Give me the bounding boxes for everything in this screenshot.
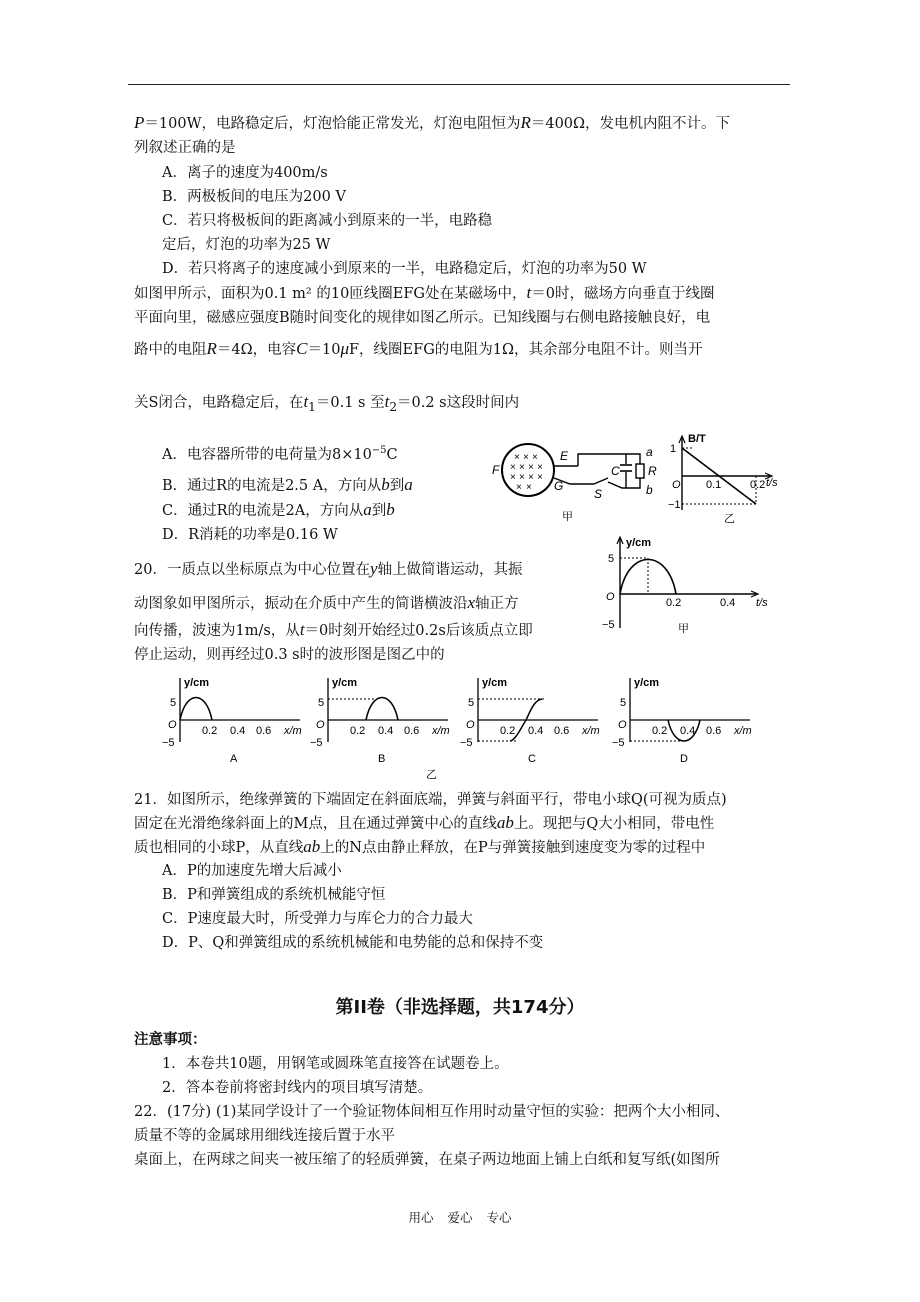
cross: ×	[528, 472, 534, 483]
tick-5: 5	[170, 697, 177, 709]
q21-line-3: 质也相同的小球P，从直线ab上的N点由静止释放，在P与弹簧接触到速度变为零的过程中	[134, 837, 706, 856]
q20-line-4: 停止运动，则再经过0.3 s时的波形图是图乙中的	[134, 647, 445, 663]
tick-0.2: 0.2	[652, 725, 668, 737]
origin: O	[672, 479, 681, 491]
cross: ×	[519, 462, 525, 473]
q19-line-4: 关S闭合，电路稳定后，在$t_1=0.1$ s 至$t_2=0.2$ s这段时间内	[134, 392, 520, 414]
q19-line-3: 路中的电阻R＝4Ω，电容C＝10μF，线圈EFG的电阻为1Ω，其余部分电阻不计。则当开	[134, 339, 703, 358]
tick-minus-5: −5	[602, 619, 615, 631]
header-rule	[128, 84, 790, 85]
q21-line-1: 21．如图所示，绝缘弹簧的下端固定在斜面底端，弹簧与斜面平行，带电小球Q(可视为质点)	[134, 792, 727, 808]
page-footer: 用心 爱心 专心	[408, 1210, 512, 1225]
x-label: x/m	[284, 725, 302, 737]
tick-0.4: 0.4	[378, 725, 394, 737]
switch-blade	[594, 478, 608, 484]
origin: O	[606, 591, 615, 603]
notice-item-1: 1．本卷共10题，用钢笔或圆珠笔直接答在试题卷上。	[162, 1056, 509, 1072]
origin: O	[466, 719, 475, 731]
x-label: x/m	[582, 725, 600, 737]
x-label: x/m	[734, 725, 752, 737]
section-title: 第II卷（非选择题，共174分）	[335, 997, 585, 1018]
y-label: y/cm	[634, 677, 660, 689]
q20-line-3: 向传播，波速为1m/s，从t＝0时刻开始经过0.2s后该质点立即	[134, 620, 533, 639]
tick-0.2: 0.2	[350, 725, 366, 737]
cross: ×	[510, 462, 516, 473]
option-graph-a	[162, 677, 302, 765]
tick-0.2: 0.2	[202, 725, 218, 737]
notice-item-2: 2．答本卷前将密封线内的项目填写清楚。	[162, 1080, 433, 1096]
q21-option-d: D．P、Q和弹簧组成的系统机械能和电势能的总和保持不变	[162, 935, 544, 951]
x-label: x/m	[432, 725, 450, 737]
q18-option-c: C．若只将极板间的距离减小到原来的一半，电路稳	[162, 213, 493, 229]
cross: ×	[523, 452, 529, 463]
cross: ×	[510, 472, 516, 483]
wave-a	[180, 698, 212, 721]
y-label: y/cm	[184, 677, 210, 689]
q20-line-1: 20．一质点以坐标原点为中心位置在y轴上做简谐运动，其振	[134, 559, 523, 578]
tick-minus-5: −5	[612, 737, 625, 749]
cross: ×	[516, 482, 522, 493]
q21-option-c: C．P速度最大时，所受弹力与库仑力的合力最大	[162, 911, 473, 927]
cross: ×	[537, 462, 543, 473]
q18-option-a: A．离子的速度为400m/s	[162, 165, 328, 181]
q19-option-b: B．通过R的电流是2.5 A，方向从b到a	[162, 475, 413, 494]
x-label: t/s	[756, 597, 768, 609]
q18-option-c-cont: 定后，灯泡的功率为25 W	[162, 237, 331, 253]
tick-0.6: 0.6	[554, 725, 570, 737]
option-label-d: D	[680, 753, 688, 765]
fig19-jia-circuit	[490, 438, 670, 526]
option-label-b: B	[378, 753, 386, 765]
oscillation-curve	[620, 560, 676, 595]
option-graph-d	[612, 677, 752, 765]
label-b: b	[646, 483, 653, 497]
notice-heading: 注意事项：	[134, 1032, 207, 1048]
option-graph-b	[310, 677, 450, 781]
y-label: B/T	[688, 433, 706, 445]
field-crosses	[510, 452, 543, 493]
q18-option-d: D．若只将离子的速度减小到原来的一半，电路稳定后，灯泡的功率为50 W	[162, 261, 647, 277]
tick-0.4: 0.4	[680, 725, 696, 737]
option-label-a: A	[230, 753, 238, 765]
tick-0.6: 0.6	[256, 725, 272, 737]
label-s: S	[594, 487, 603, 501]
label-a: a	[646, 445, 653, 459]
y-label: y/cm	[482, 677, 508, 689]
q22-line-1: 22．(17分) (1)某同学设计了一个验证物体间相互作用时动量守恒的实验：把两个大小相同、	[134, 1104, 730, 1120]
fig20-yi-options	[160, 672, 770, 780]
tick-5: 5	[468, 697, 475, 709]
tick-0.6: 0.6	[404, 725, 420, 737]
tick-0.2: 0.2	[750, 479, 766, 491]
q20-line-2: 动图象如甲图所示，振动在介质中产生的简谐横波沿x轴正方	[134, 593, 519, 612]
tick-minus-5: −5	[460, 737, 473, 749]
tick-1: 1	[670, 443, 677, 455]
origin: O	[316, 719, 325, 731]
cross: ×	[526, 482, 532, 493]
q21-line-2: 固定在光滑绝缘斜面上的M点，且在通过弹簧中心的直线ab上。现把与Q大小相同，带电性	[134, 813, 715, 832]
tick-0.1: 0.1	[706, 479, 722, 491]
q21-option-a: A．P的加速度先增大后减小	[162, 863, 342, 879]
label-e: E	[560, 449, 569, 463]
tick-0.4: 0.4	[528, 725, 544, 737]
cross: ×	[537, 472, 543, 483]
q19-option-c: C．通过R的电流是2A，方向从a到b	[162, 500, 395, 519]
fig19-yi-graph	[670, 430, 782, 526]
caption-yi: 乙	[724, 513, 735, 525]
resistor	[636, 464, 644, 478]
q19-line-2: 平面向里，磁感应强度B随时间变化的规律如图乙所示。已知线圈与右侧电路接触良好，电	[134, 310, 711, 326]
tick-0.4: 0.4	[720, 597, 736, 609]
tick-minus-5: −5	[162, 737, 175, 749]
tick-5: 5	[620, 697, 627, 709]
caption-jia: 甲	[678, 623, 689, 635]
tick-0.2: 0.2	[500, 725, 516, 737]
q18-line-2: 列叙述正确的是	[134, 140, 236, 156]
caption-jia: 甲	[562, 511, 573, 523]
option-label-c: C	[528, 753, 536, 765]
y-label: y/cm	[626, 537, 652, 549]
q22-line-3: 桌面上，在两球之间夹一被压缩了的轻质弹簧，在桌子两边地面上铺上白纸和复写纸(如图所	[134, 1152, 720, 1168]
q19-option-d: D．R消耗的功率是0.16 W	[162, 527, 338, 543]
tick-0.2: 0.2	[666, 597, 682, 609]
tick-0.6: 0.6	[706, 725, 722, 737]
q18-option-b: B．两极板间的电压为200 V	[162, 189, 346, 205]
caption-yi: 乙	[426, 769, 437, 781]
fig20-jia-graph	[596, 532, 776, 636]
label-f: F	[492, 463, 500, 477]
wave-b	[366, 698, 398, 721]
label-g: G	[554, 479, 564, 493]
tick-5: 5	[318, 697, 325, 709]
origin: O	[618, 719, 627, 731]
cross: ×	[519, 472, 525, 483]
cross: ×	[514, 452, 520, 463]
tick-minus-5: −5	[310, 737, 323, 749]
q19-option-a: A．电容器所带的电荷量为$8\times 10^{-5}C$	[162, 445, 398, 463]
q18-line-1: P＝100W，电路稳定后，灯泡恰能正常发光，灯泡电阻恒为R＝400Ω，发电机内阻不计。下	[134, 113, 731, 132]
tick-minus-1: −1	[668, 499, 681, 511]
option-graph-c	[460, 677, 600, 765]
cross: ×	[532, 452, 538, 463]
origin: O	[168, 719, 177, 731]
q19-line-1: 如图甲所示，面积为0.1 m² 的10匝线圈EFG处在某磁场中，t＝0时，磁场方向垂直于线圈	[134, 283, 715, 302]
label-r: R	[648, 464, 657, 478]
q21-option-b: B．P和弹簧组成的系统机械能守恒	[162, 887, 386, 903]
x-label: t/s	[766, 477, 778, 489]
cross: ×	[528, 462, 534, 473]
tick-5: 5	[608, 553, 615, 565]
y-label: y/cm	[332, 677, 358, 689]
tick-0.4: 0.4	[230, 725, 246, 737]
q22-line-2: 质量不等的金属球用细线连接后置于水平	[134, 1128, 395, 1144]
label-c: C	[611, 464, 620, 478]
